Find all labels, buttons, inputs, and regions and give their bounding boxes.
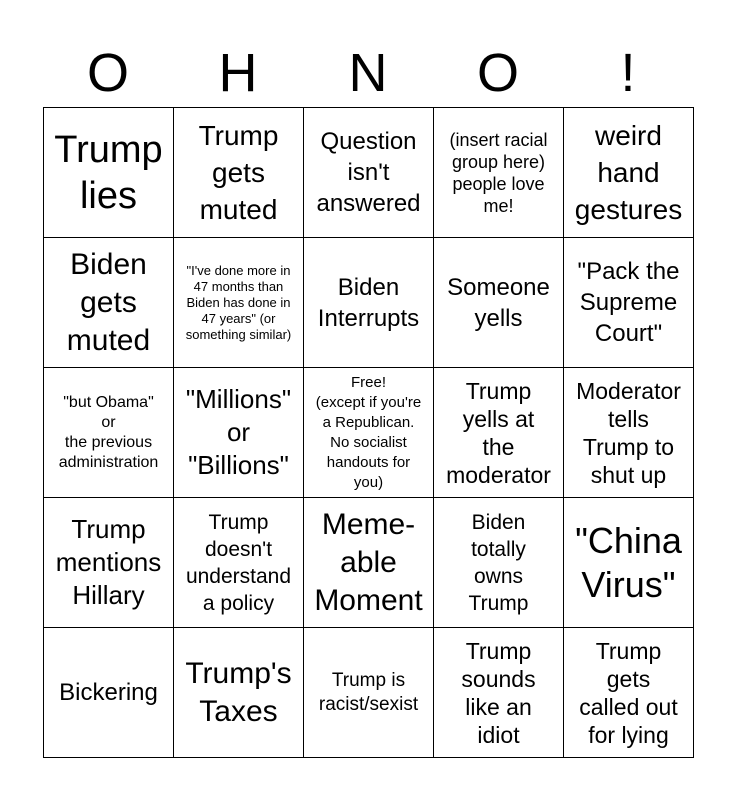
bingo-board <box>43 107 694 758</box>
cell-text: Trump gets called out for lying <box>579 637 678 748</box>
cell-text: Trump yells at the moderator <box>446 377 551 488</box>
cell-text: Biden Interrupts <box>317 273 420 332</box>
cell-text: "Millions" or "Billions" <box>185 384 292 480</box>
cell-text: "China Virus" <box>575 519 682 605</box>
cell-text: Moderator tells Trump to shut up <box>576 377 681 488</box>
cell-text: Meme- able Moment <box>314 507 423 617</box>
cell-text: Free! (except if you're a Republican. No socialist handouts for you) <box>315 373 422 491</box>
bingo-cell[interactable] <box>564 108 694 238</box>
cell-text: "but Obama" or the previous administration <box>58 393 159 471</box>
bingo-cell[interactable] <box>174 238 304 368</box>
bingo-cell[interactable] <box>434 238 564 368</box>
cell-text: Question isn't answered <box>316 128 421 217</box>
bingo-cell[interactable] <box>434 368 564 498</box>
bingo-cell[interactable] <box>174 108 304 238</box>
cell-text: Bickering <box>59 679 158 706</box>
bingo-cell[interactable] <box>44 238 174 368</box>
bingo-cell[interactable] <box>304 108 434 238</box>
bingo-cell[interactable] <box>44 108 174 238</box>
bingo-cell[interactable] <box>174 628 304 758</box>
cell-text: (insert racial group here) people love me! <box>449 129 548 216</box>
header-letter-n: N <box>348 43 388 103</box>
cell-text: Trump is racist/sexist <box>318 669 419 715</box>
cell-text: Someone yells <box>447 273 550 332</box>
cell-text: weird hand gestures <box>574 120 683 225</box>
header-letter-o-second: O <box>476 43 519 103</box>
bingo-cell[interactable] <box>44 498 174 628</box>
header-letter-h: H <box>218 43 258 103</box>
bingo-cell[interactable] <box>304 628 434 758</box>
bingo-cell[interactable] <box>564 368 694 498</box>
header-letter-o: O <box>86 43 129 103</box>
bingo-cell[interactable] <box>564 498 694 628</box>
cell-text: "I've done more in 47 months than Biden has done in 47 years" (or something similar) <box>185 262 292 342</box>
bingo-cell[interactable] <box>174 368 304 498</box>
bingo-cell[interactable] <box>434 628 564 758</box>
bingo-cell[interactable] <box>564 628 694 758</box>
bingo-cell[interactable] <box>564 238 694 368</box>
cell-text: Trump's Taxes <box>185 656 292 728</box>
bingo-cell[interactable] <box>44 628 174 758</box>
cell-text: Trump sounds like an idiot <box>461 637 536 748</box>
header-letter-exclamation: ! <box>620 43 636 103</box>
bingo-cell[interactable] <box>434 498 564 628</box>
bingo-cell[interactable] <box>304 368 434 498</box>
bingo-cell[interactable] <box>304 238 434 368</box>
cell-text: Trump doesn't understand a policy <box>185 510 292 615</box>
cell-text: "Pack the Supreme Court" <box>577 258 680 347</box>
cell-text: Biden gets muted <box>66 247 151 357</box>
bingo-cell[interactable] <box>174 498 304 628</box>
bingo-cell[interactable] <box>304 498 434 628</box>
cell-text: Trump lies <box>54 128 163 217</box>
bingo-cell[interactable] <box>434 108 564 238</box>
cell-text: Biden totally owns Trump <box>468 510 529 615</box>
bingo-cell[interactable] <box>44 368 174 498</box>
cell-text: Trump gets muted <box>198 120 279 225</box>
cell-text: Trump mentions Hillary <box>55 514 162 610</box>
bingo-header <box>43 38 693 108</box>
